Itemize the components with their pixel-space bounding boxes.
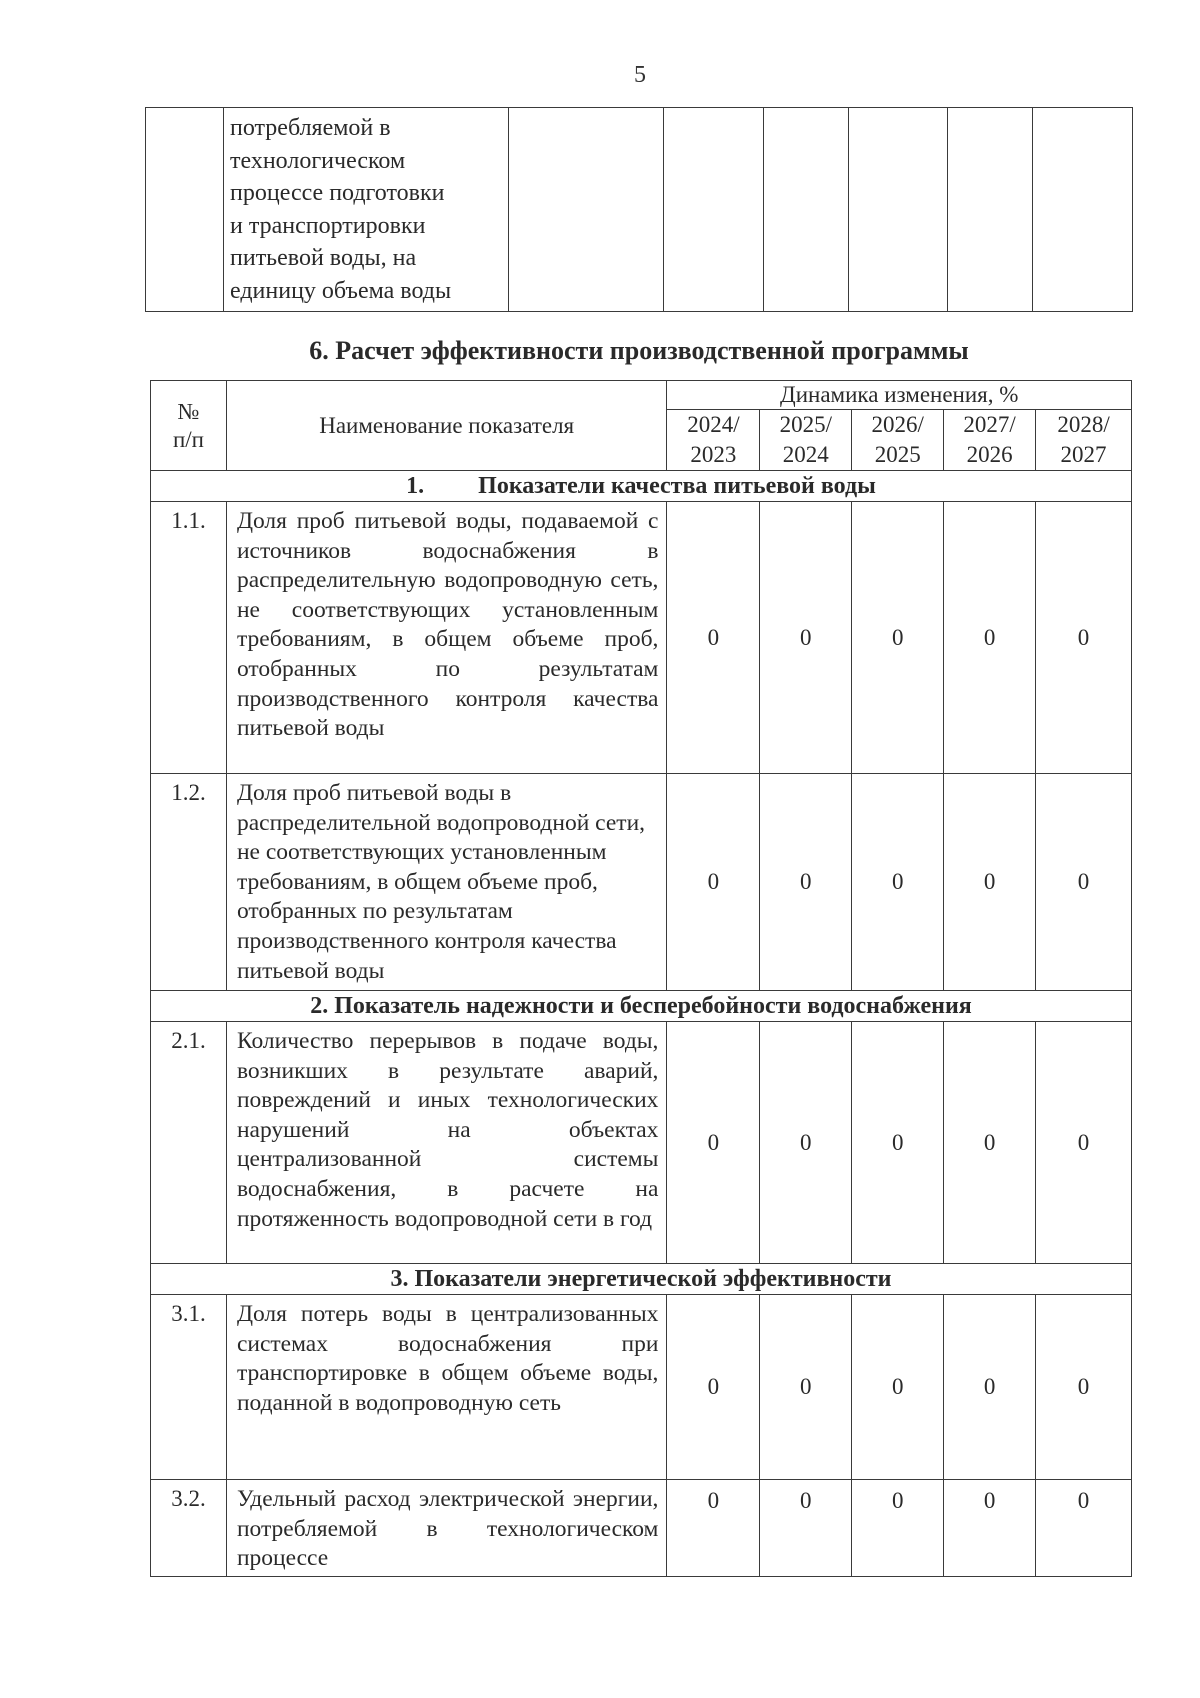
header-row: [151, 381, 1132, 410]
num-column-header: № п/п: [151, 381, 227, 471]
value-cell: 0: [667, 502, 760, 774]
table-row: [151, 1295, 1132, 1480]
year-header: 2025/ 2024: [760, 410, 852, 471]
text-line: технологическом: [230, 147, 406, 174]
table-cell: [664, 108, 764, 312]
table-cell: [146, 108, 224, 312]
text-line: процессе подготовки: [230, 180, 445, 206]
row-number: 1.2.: [151, 774, 227, 991]
value-cell: 0: [760, 774, 852, 991]
value-cell: 0: [852, 502, 944, 774]
row-number: 2.1.: [151, 1022, 227, 1264]
table-cell: [509, 108, 664, 312]
section-row: [151, 991, 1132, 1022]
indicator-name: Доля проб питьевой воды, подаваемой с источников водоснабжения в распределительную водопроводную сеть, не соответствующих установленным требованиям, в общем объеме проб, отобранных по результатам производственного контроля качества питьевой воды: [226, 502, 666, 774]
value-cell: 0: [760, 1295, 852, 1480]
table-row: [151, 1022, 1132, 1264]
value-cell: 0: [1036, 774, 1132, 991]
value-cell: 0: [944, 502, 1036, 774]
table-cell: [1033, 108, 1133, 312]
value-cell: 0: [852, 774, 944, 991]
section-row: [151, 1264, 1132, 1295]
value-cell: 0: [852, 1295, 944, 1480]
row-number: 1.1.: [151, 502, 227, 774]
text-line: потребляемой в: [230, 115, 391, 141]
table-cell: [764, 108, 849, 312]
section-1-heading: [151, 471, 1132, 502]
year-header: 2027/ 2026: [944, 410, 1036, 471]
efficiency-table: [150, 380, 1132, 1577]
indicator-name: Доля потерь воды в централизованных системах водоснабжения при транспортировке в общем объеме воды, поданной в водопроводную сеть: [226, 1295, 666, 1480]
table-cell: [948, 108, 1033, 312]
table-row: [151, 502, 1132, 774]
table-cell: [849, 108, 948, 312]
year-header: 2028/ 2027: [1036, 410, 1132, 471]
table-row: [146, 108, 1133, 312]
value-cell: 0: [667, 1295, 760, 1480]
value-cell: 0: [667, 774, 760, 991]
text-line: единицу объема воды: [230, 277, 452, 304]
value-cell: 0: [667, 1480, 760, 1577]
continued-indicator-name: [224, 108, 509, 312]
value-cell: 0: [760, 1480, 852, 1577]
year-header: 2024/ 2023: [667, 410, 760, 471]
indicator-name: Доля проб питьевой воды в распределительной водопроводной сети, не соответствующих установленным требованиям, в общем объеме проб, отобранных по результатам производственного контроля качества питьевой воды: [226, 774, 666, 991]
name-column-header: Наименование показателя: [226, 381, 666, 471]
section-row: [151, 471, 1132, 502]
dynamics-header: Динамика изменения, %: [667, 381, 1132, 410]
row-number: 3.2.: [151, 1480, 227, 1577]
text-line: и транспортировки: [230, 212, 426, 239]
value-cell: 0: [944, 1480, 1036, 1577]
section-2-heading: 2. Показатель надежности и бесперебойности водоснабжения: [151, 991, 1132, 1022]
table-row: [151, 774, 1132, 991]
indicator-name: Удельный расход электрической энергии, потребляемой в технологическом процессе: [226, 1480, 666, 1577]
section-title: 6. Расчет эффективности производственной программы: [309, 336, 969, 365]
value-cell: 0: [667, 1022, 760, 1264]
page-number: 5: [634, 62, 646, 88]
value-cell: 0: [852, 1022, 944, 1264]
text-line: питьевой воды, на: [230, 245, 417, 271]
value-cell: 0: [1036, 1022, 1132, 1264]
value-cell: 0: [760, 1022, 852, 1264]
table-row: [151, 1480, 1132, 1577]
row-number: 3.1.: [151, 1295, 227, 1480]
value-cell: 0: [1036, 1480, 1132, 1577]
value-cell: 0: [760, 502, 852, 774]
year-header: 2026/ 2025: [852, 410, 944, 471]
section-label: Показатели качества питьевой воды: [478, 473, 876, 499]
value-cell: 0: [1036, 502, 1132, 774]
value-cell: 0: [944, 774, 1036, 991]
section-3-heading: 3. Показатели энергетической эффективности: [151, 1264, 1132, 1295]
value-cell: 0: [944, 1022, 1036, 1264]
value-cell: 0: [944, 1295, 1036, 1480]
value-cell: 0: [852, 1480, 944, 1577]
indicator-name: Количество перерывов в подаче воды, возникших в результате аварий, повреждений и иных технологических нарушений на объектах централизованной системы водоснабжения, в расчете на протяженность водопроводной сети в год: [226, 1022, 666, 1264]
continuation-table: [145, 107, 1133, 312]
section-number: 1.: [406, 473, 425, 499]
value-cell: 0: [1036, 1295, 1132, 1480]
